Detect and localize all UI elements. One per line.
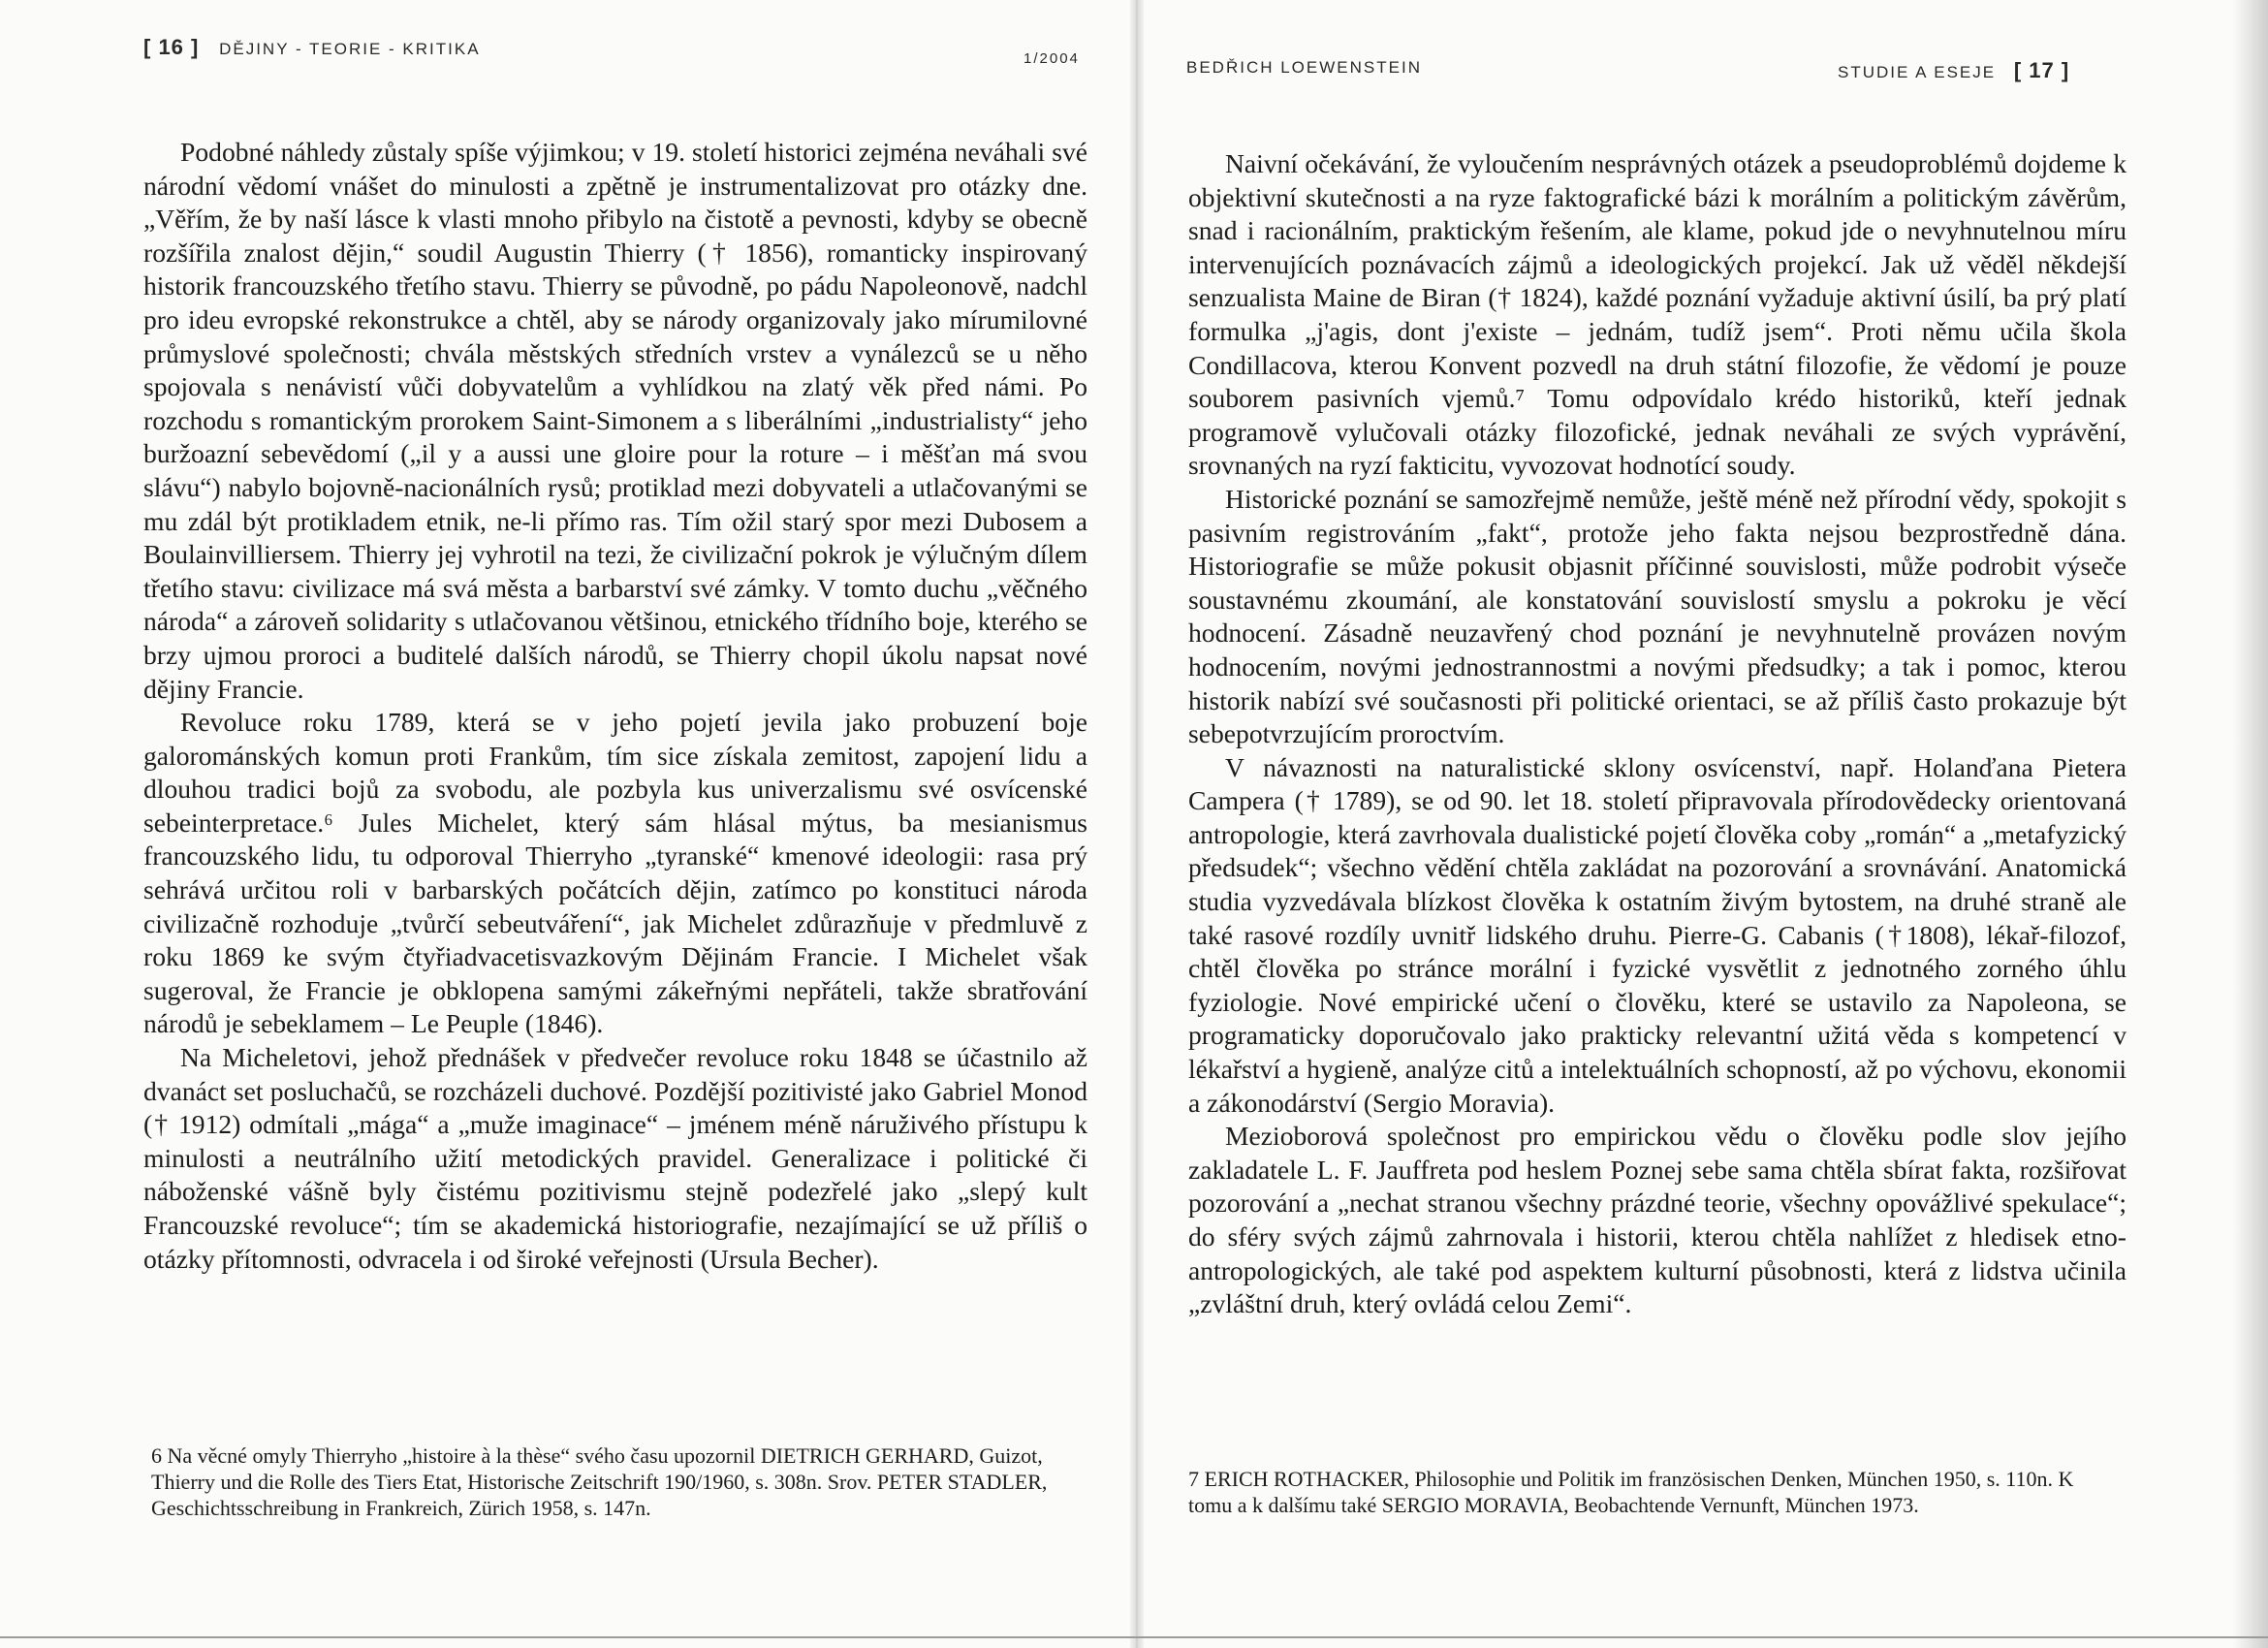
book-gutter bbox=[1130, 0, 1144, 1648]
left-paragraph-3: Na Micheletovi, jehož přednášek v předvečer revoluce roku 1848 se účastnilo až dvanáct set posluchačů, se rozcházeli duchové. Pozdější pozitivisté jako Gabriel Monod († 1912) odmítali „mága“ a „muže imaginace“ – jménem méně náruživého přístupu k minulosti a neutrálního užití metodických pravidel. Generalizace i politické či náboženské vášně byly čistému pozitivismu stejně podezřelé jako „slepý kult Francouzské revoluce“; tím se akademická historiografie, nezajímající se už příliš o otázky přítomnosti, odvracela i od široké veřejnosti (Ursula Becher). bbox=[143, 1042, 1087, 1274]
left-footnote bbox=[151, 1442, 1082, 1521]
left-page-number: [ 16 ] bbox=[143, 35, 200, 59]
left-page-header bbox=[143, 35, 481, 60]
right-paragraph-2: Historické poznání se samozřejmě nemůže, ještě méně než přírodní vědy, spokojit s pasivním registrováním „fakt“, protože jeho fakta nejsou bezprostředně dána. Historiografie se může pokusit objasnit příčinné souvislosti, může podrobit výseče soustavnému zkoumání, ale konstatování souvislostí smyslu a pokroku je věcí hodnocení. Zásadně neuzavřený chod poznání je nevyhnutelně provázen novým hodnocením, novými jednostrannostmi a novými předsudky; a tak i pomoc, kterou historik nabízí své současnosti při politické orientaci, se až příliš často prokazuje být sebepotvrzujícím proroctvím. bbox=[1188, 483, 2126, 749]
left-paragraph-2: Revoluce roku 1789, která se v jeho pojetí jevila jako probuzení boje galorománských komun proti Frankům, tím sice získala zemitost, zapojení lidu a dlouhou tradici bojů za svobodu, ale pozbyla kus univerzalismu své osvícenské sebeinterpretace.⁶ Jules Michelet, který sám hlásal mýtus, ba mesianismus francouzského lidu, tu odporoval Thierryho „tyranské“ kmenové ideologii: rasa prý sehrává určitou roli v barbarských počátcích dějin, zatímco po konstituci národa civilizačně rozhoduje „tvůrčí sebeutváření“, jak Michelet zdůrazňuje v předmluvě z roku 1869 ke svým čtyřiadvacetisvazkovým Dějinám Francie. I Michelet však sugeroval, že Francie je obklopena samými zákeřnými nepřáteli, takže sbratřování národů je sebeklamem – Le Peuple (1846). bbox=[143, 707, 1087, 1039]
left-issue-label: 1/2004 bbox=[1024, 50, 1080, 67]
right-paragraph-1: Naivní očekávání, že vyloučením nesprávných otázek a pseudoproblémů dojdeme k objektivní skutečnosti a na ryze faktografické bázi k morálním a politickým závěrům, snad i racionálním, praktickým řešením, ale klame, pokud jde o nevyhnutelnou míru intervenujících poznávacích zájmů a ideologických projekcí. Jak už věděl někdejší senzualista Maine de Biran († 1824), každé poznání vyžaduje aktivní úsilí, ba prý platí formulka „j'agis, dont j'existe – jednám, tudíž jsem“. Proti němu učila škola Condillacova, kterou Konvent pozvedl na druh státní filozofie, že vědomí je pouze souborem pasivních vjemů.⁷ Tomu odpovídalo krédo historiků, kteří jednak programově vylučovali otázky filozofické, jednak neváhali ze svých vyprávění, srovnaných na ryzí fakticitu, vyvozovat hodnotící soudy. bbox=[1188, 148, 2126, 481]
left-paragraph-1: Podobné náhledy zůstaly spíše výjimkou; v 19. století historici zejména neváhali své národní vědomí vnášet do minulosti a zpětně je instrumentalizovat pro otázky dne. „Věřím, že by naší lásce k vlasti mnoho přibylo na čistotě a pevnosti, kdyby se obecně rozšířila znalost dějin,“ soudil Augustin Thierry († 1856), romanticky inspirovaný historik francouzského třetího stavu. Thierry se původně, po pádu Napoleonově, nadchl pro ideu evropské rekonstrukce a chtěl, aby se národy organizovaly jako mírumilovné průmyslové společnosti; chvála městských středních vrstev a vynálezců se u něho spojovala s nenávistí vůči dobyvatelům a vyhlídkou na zlatý věk před námi. Po rozchodu s romantickým prorokem Saint-Simonem a s liberálními „industrialisty“ jeho buržoazní sebevědomí („il y a aussi une gloire pour la roture – i měšťan má svou slávu“) nabylo bojovně-nacionálních rysů; protiklad mezi dobyvateli a utlačovanými se mu zdál být protikladem etnik, ne-li přímo ras. Tím ožil starý spor mezi Dubosem a Boulainvilliersem. Thierry jej vyhrotil na tezi, že civilizační pokrok je výlučným dílem třetího stavu: civilizace má svá města a barbarství své zámky. V tomto duchu „věčného národa“ a zároveň solidarity s utlačovanou většinou, etnického třídního boje, kterého se brzy ujmou proroci a buditelé dalších národů, se Thierry chopil úkolu napsat nové dějiny Francie. bbox=[143, 137, 1087, 704]
footnote-6: 6 Na věcné omyly Thierryho „histoire à la thèse“ svého času upozornil DIETRICH GERHARD, Guizot, Thierry und die Rolle des Tiers Etat, Historische Zeitschrift 190/1960, s. 308n. Srov. PETER STADLER, Geschichtsschreibung in Frankreich, Zürich 1958, s. 147n. bbox=[151, 1443, 1048, 1520]
right-section-title: STUDIE A ESEJE bbox=[1838, 63, 1997, 81]
left-running-title: DĚJINY - TEORIE - KRITIKA bbox=[219, 40, 481, 58]
page-bottom-edge bbox=[0, 1636, 2268, 1638]
right-page-header bbox=[1838, 58, 2069, 83]
page-edge-shadow bbox=[2233, 0, 2268, 1648]
right-footnote bbox=[1188, 1466, 2119, 1518]
right-author-header: BEDŘICH LOEWENSTEIN bbox=[1186, 58, 1422, 77]
right-paragraph-3: V návaznosti na naturalistické sklony osvícenství, např. Holanďana Pietera Campera († 1789), se od 90. let 18. století připravovala přírodovědecky orientovaná antropologie, která zavrhovala dualistické pojetí člověka coby „román“ a „metafyzický předsudek“; všechno vědění chtěla zakládat na pozorování a srovnávání. Anatomická studia vyzvedávala blízkost člověka k ostatním živým bytostem, na druhé straně ale také rasové rozdíly uvnitř lidského druhu. Pierre-G. Cabanis (†1808), lékař-filozof, chtěl člověka po stránce morální i fyzické vysvětlit z jednotného zorného úhlu fyziologie. Nové empirické učení o člověku, které se ustavilo za Napoleona, se programaticky doporučovalo jako prakticky relevantní užitá věda s kompetencí v lékařství a hygieně, analýze citů a intelektuálních schopností, až po výchovu, ekonomii a zákonodárství (Sergio Moravia). bbox=[1188, 751, 2126, 1118]
right-paragraph-4: Mezioborová společnost pro empirickou vědu o člověku podle slov jejího zakladatele L. F. Jauffreta pod heslem Poznej sebe sama chtěla sbírat fakta, rozšiřovat pozorování a „nechat stranou všechny prázdné teorie, všechny opovážlivé spekulace“; do sféry svých zájmů zahrnovala i historii, kterou chtěla nahlížet z hledisek etno-antropologických, ale také pod aspektem kulturní působnosti, která z lidstva učinila „zvláštní druh, který ovládá celou Zemi“. bbox=[1188, 1121, 2126, 1319]
footnote-7: 7 ERICH ROTHACKER, Philosophie und Politik im französischen Denken, München 1950, s. 110n. K tomu a k dalšímu také SERGIO MORAVIA, Beobachtende Vernunft, München 1973. bbox=[1188, 1467, 2074, 1517]
right-body-text bbox=[1188, 147, 2126, 1321]
right-page-number: [ 17 ] bbox=[2013, 58, 2070, 82]
left-body-text bbox=[143, 136, 1087, 1276]
